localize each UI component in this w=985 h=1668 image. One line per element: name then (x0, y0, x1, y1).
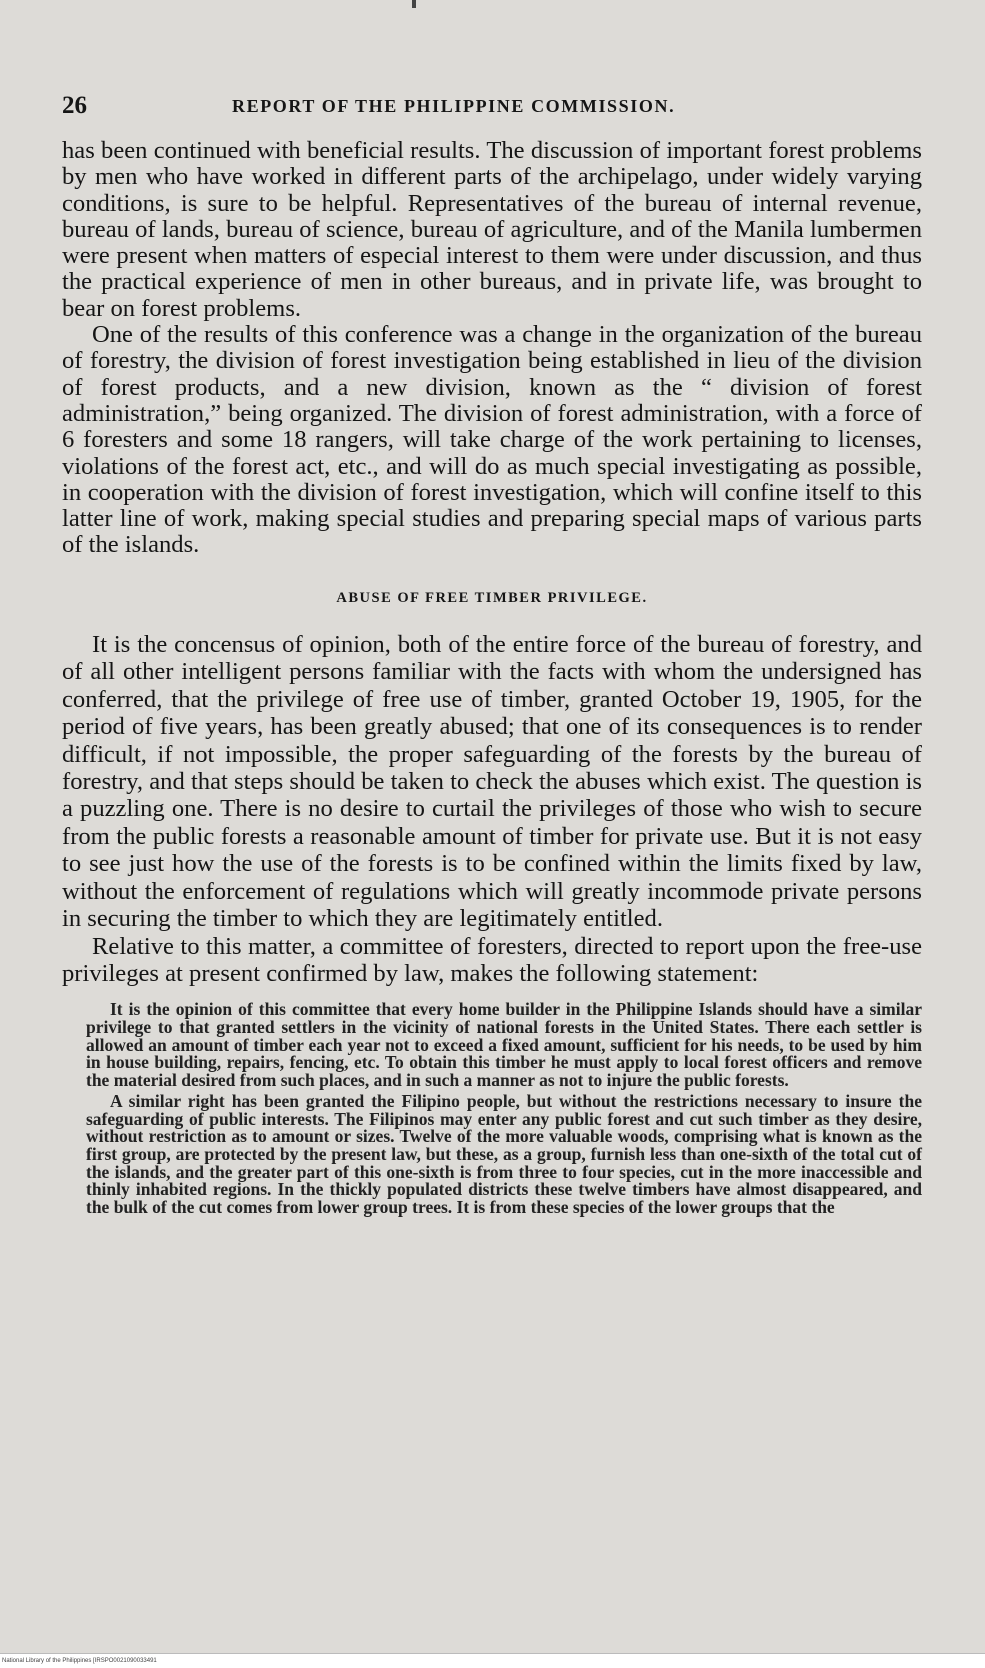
paragraph: One of the results of this conference was a change in the organization of the bureau of forestry, the division of forest investigation being established in lieu of the division of forest products, and a new division, known as the “ division of forest administration,” being organized. The division of forest administration, with a force of 6 foresters and some 18 rangers, will take charge of the work pertaining to licenses, violations of the forest act, etc., and will do as much special investigating as possible, in cooperation with the division of forest investigation, which will confine itself to this latter line of work, making special studies and preparing special maps of various parts of the islands. (62, 321, 922, 559)
body-text (62, 138, 922, 1220)
paragraph: Relative to this matter, a committee of foresters, directed to report upon the free-use privileges at present confirmed by law, makes the following statement: (62, 932, 922, 987)
scan-credit: National Library of the Philippines [IRSPO0021090033491 (2, 1658, 157, 1664)
section-heading: ABUSE OF FREE TIMBER PRIVILEGE. (336, 589, 648, 606)
paragraph: It is the concensus of opinion, both of the entire force of the bureau of forestry, and of all other intelligent persons familiar with the facts with whom the undersigned has conferred, that the privilege of free use of timber, granted October 19, 1905, for the period of five years, has been greatly abused; that one of its consequences is to render difficult, if not impossible, the proper safeguarding of the forests by the bureau of forestry, and that steps should be taken to check the abuses which exist. The question is a puzzling one. There is no desire to curtail the privileges of those who wish to secure from the public forests a reasonable amount of timber for private use. But it is not easy to see just how the use of the forests is to be confined within the limits fixed by law, without the enforcement of regulations which will greatly incommode private persons in securing the timber to which they are legitimately entitled. (62, 631, 922, 933)
quoted-statement (86, 1001, 922, 1216)
page-number: 26 (62, 92, 87, 119)
quote-paragraph: A similar right has been granted the Filipino people, but without the restrictions necessary to insure the safeguarding of public interests. The Filipinos may enter any public forest and cut such timber as they desire, without restriction as to amount or sizes. Twelve of the more valuable woods, comprising what is known as the first group, are protected by the present law, but these, as a group, furnish less than one-sixth of the total cut of the islands, and the greater part of this one-sixth is from three to four species, cut in the more inaccessible and thinly inhabited regions. In the thickly populated districts these twelve timbers have almost disappeared, and the bulk of the cut comes from lower group trees. It is from these species of the lower groups that the (86, 1091, 922, 1217)
scan-speck (412, 0, 416, 8)
section-body (62, 631, 922, 987)
paragraph: has been continued with beneficial results. The discussion of important forest problems by men who have worked in different parts of the archipelago, under widely varying conditions, is sure to be helpful. Representatives of the bureau of internal revenue, bureau of lands, bureau of science, bureau of agriculture, and of the Manila lumbermen were present when matters of especial interest to them were under discussion, and thus the practical experience of men in other bureaus, and in private life, was brought to bear on forest problems. (62, 137, 922, 322)
quote-paragraph: It is the opinion of this committee that every home builder in the Philippine Islands should have a similar privilege to that granted settlers in the vicinity of national forests in the United States. There each settler is allowed an amount of timber each year not to exceed a fixed amount, sufficient for his needs, to be used by him in house building, repairs, fencing, etc. To obtain this timber he must apply to local forest officers and remove the material desired from such places, and in such a manner as not to injure the public forests. (86, 999, 922, 1090)
scan-footer (0, 1653, 985, 1668)
running-title: REPORT OF THE PHILIPPINE COMMISSION. (232, 96, 676, 116)
page-header (62, 92, 923, 126)
